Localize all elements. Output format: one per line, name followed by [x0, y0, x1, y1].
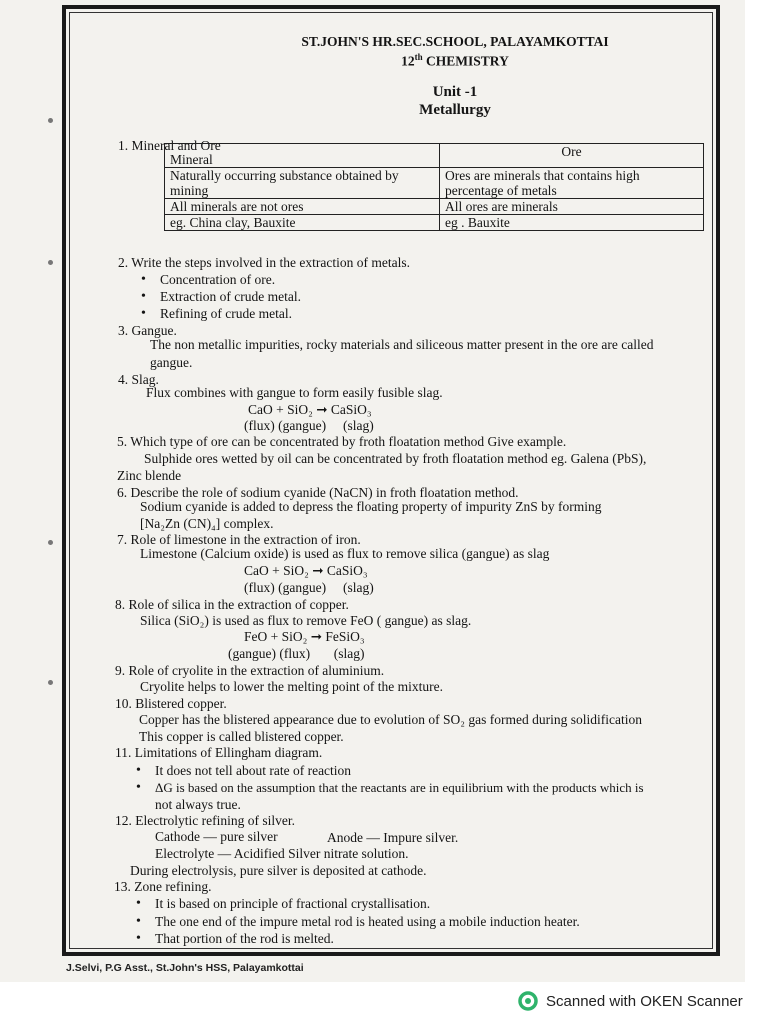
footer-author: J.Selvi, P.G Asst., St.John's HSS, Palayamkottai	[66, 962, 304, 974]
q5-text: Sulphide ores wetted by oil can be concentrated by froth floatation method eg. Galena (PbS),	[144, 451, 647, 466]
table-cell: All minerals are not ores	[165, 199, 440, 215]
q7-text: Limestone (Calcium oxide) is used as flux to remove silica (gangue) as slag	[140, 546, 550, 561]
q12-text: During electrolysis, pure silver is deposited at cathode.	[130, 863, 427, 878]
scanner-watermark	[518, 991, 743, 1011]
q9-text: Cryolite helps to lower the melting point of the mixture.	[140, 679, 443, 694]
table-cell: Naturally occurring substance obtained by mining	[165, 168, 440, 199]
list-item-cont: not always true.	[155, 797, 241, 812]
q8-equation: FeO + SiO₂ ➞ FeSiO₃	[244, 629, 365, 644]
q1-title: 1. Mineral and Ore	[118, 138, 221, 153]
q12-title: 12. Electrolytic refining of silver.	[115, 813, 295, 828]
q9-title: 9. Role of cryolite in the extraction of aluminium.	[115, 663, 385, 678]
table-row	[165, 168, 704, 199]
q3-text: The non metallic impurities, rocky materials and siliceous matter present in the ore are called	[150, 337, 654, 352]
table-header-mineral: Mineral	[165, 144, 440, 168]
scanner-logo-icon	[518, 991, 538, 1011]
q8-equation-labels: (gangue) (flux) (slag)	[228, 646, 365, 661]
unit-title: Metallurgy	[419, 102, 491, 118]
list-item: • Concentration of ore.	[160, 272, 275, 289]
mineral-ore-table	[164, 143, 704, 231]
q3-text-cont: gangue.	[150, 355, 193, 370]
grade-subject	[245, 49, 665, 70]
q7-title: 7. Role of limestone in the extraction of iron.	[117, 532, 361, 547]
q8-text: Silica (SiO₂) is used as flux to remove FeO ( gangue) as slag.	[140, 613, 472, 628]
cathode-text: Cathode — pure silver	[155, 829, 278, 844]
list-item: • It does not tell about rate of reaction	[155, 763, 351, 780]
table-header-ore: Ore	[440, 144, 704, 168]
table-row	[165, 215, 704, 231]
q11-title: 11. Limitations of Ellingham diagram.	[115, 745, 323, 760]
grade-number: 12	[401, 53, 415, 69]
q4-equation: CaO + SiO₂ ➞ CaSiO₃	[248, 402, 372, 417]
school-name: ST.JOHN'S HR.SEC.SCHOOL, PALAYAMKOTTAI	[301, 34, 609, 49]
list-item: • ΔG is based on the assumption that the reactants are in equilibrium with the products which is	[155, 780, 644, 797]
q10-text: Copper has the blistered appearance due to evolution of SO₂ gas formed during solidification	[139, 712, 642, 727]
table-header-row	[165, 144, 704, 168]
subject-name: CHEMISTRY	[426, 53, 509, 69]
list-item: • Extraction of crude metal.	[160, 289, 301, 306]
scanner-text: Scanned with OKEN Scanner	[546, 992, 743, 1010]
q2-title: 2. Write the steps involved in the extraction of metals.	[118, 255, 411, 270]
table-cell: eg. China clay, Bauxite	[165, 215, 440, 231]
unit-number: Unit -1	[432, 84, 478, 100]
q6-title: 6. Describe the role of sodium cyanide (NaCN) in froth floatation method.	[117, 485, 519, 500]
list-item: • The one end of the impure metal rod is heated using a mobile induction heater.	[155, 914, 580, 931]
grade-suffix: th	[414, 52, 423, 62]
q5-text-cont: Zinc blende	[117, 468, 182, 483]
q4-title: 4. Slag.	[118, 372, 159, 387]
anode-text: Anode — Impure silver.	[327, 830, 459, 845]
q7-equation: CaO + SiO₂ ➞ CaSiO₃	[244, 563, 368, 578]
q6-text-cont: [Na₂Zn (CN)₄] complex.	[140, 516, 274, 531]
table-cell: All ores are minerals	[440, 199, 704, 215]
list-item: • That portion of the rod is melted.	[155, 931, 334, 948]
q8-title: 8. Role of silica in the extraction of copper.	[115, 597, 349, 612]
q4-text: Flux combines with gangue to form easily fusible slag.	[146, 385, 443, 400]
q3-title: 3. Gangue.	[118, 323, 177, 338]
q13-title: 13. Zone refining.	[114, 879, 212, 894]
q4-equation-labels: (flux) (gangue) (slag)	[244, 418, 374, 433]
list-item: • It is based on principle of fractional crystallisation.	[155, 896, 430, 913]
table-cell: eg . Bauxite	[440, 215, 704, 231]
q10-text-cont: This copper is called blistered copper.	[139, 729, 344, 744]
q5-title: 5. Which type of ore can be concentrated by froth floatation method Give example.	[117, 434, 567, 449]
q10-title: 10. Blistered copper.	[115, 696, 227, 711]
electrolyte-text: Electrolyte — Acidified Silver nitrate solution.	[155, 846, 409, 861]
list-item: • Refining of crude metal.	[160, 306, 292, 323]
q6-text: Sodium cyanide is added to depress the floating property of impurity ZnS by forming	[140, 499, 602, 514]
table-cell: Ores are minerals that contains high percentage of metals	[440, 168, 704, 199]
table-row	[165, 199, 704, 215]
q7-equation-labels: (flux) (gangue) (slag)	[244, 580, 374, 595]
